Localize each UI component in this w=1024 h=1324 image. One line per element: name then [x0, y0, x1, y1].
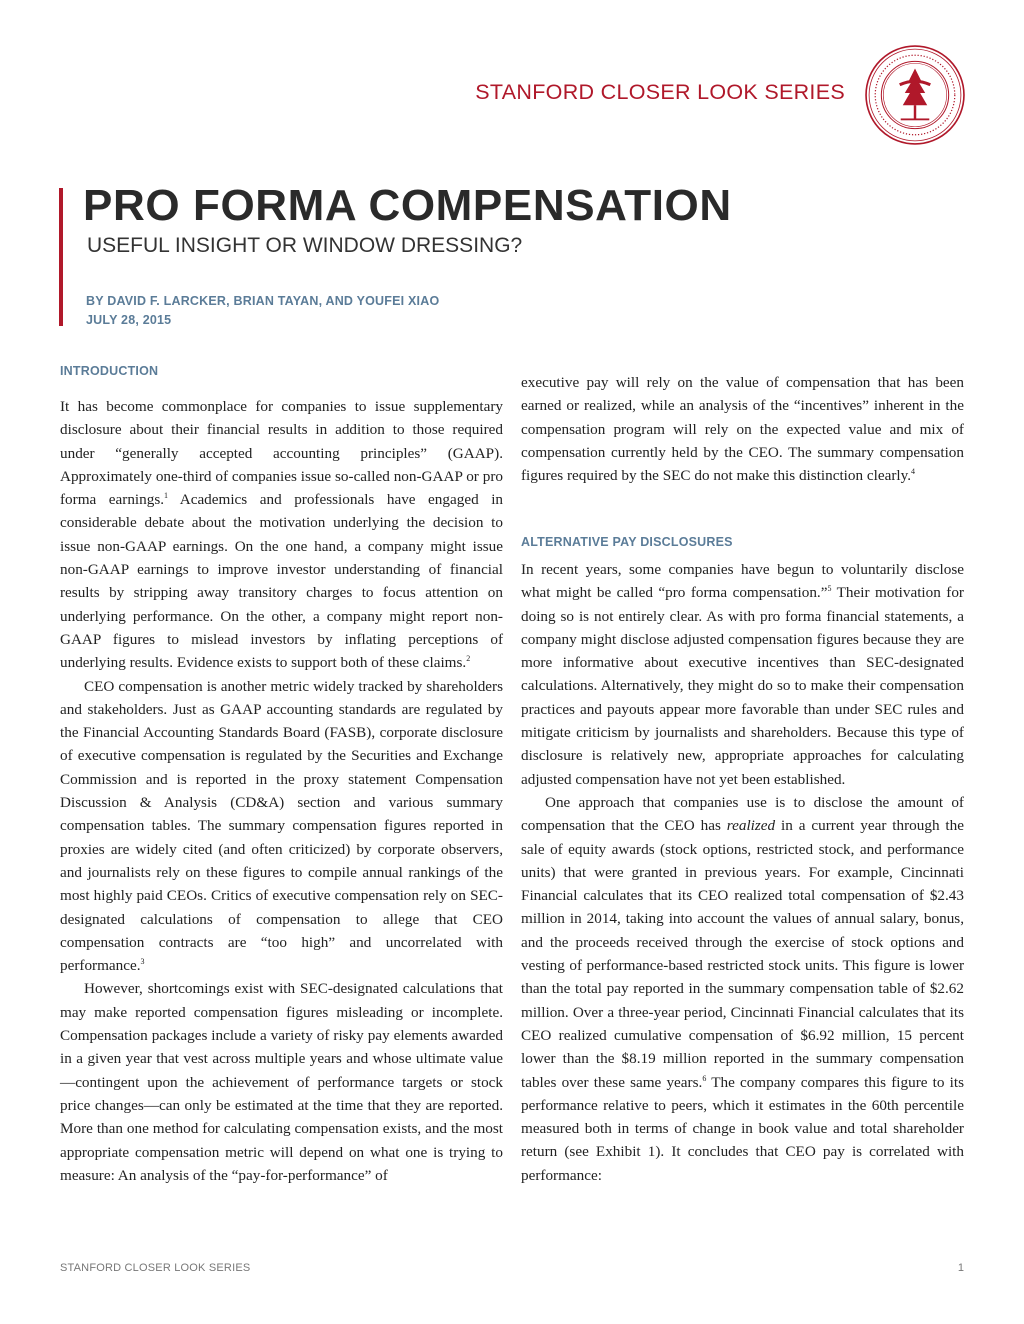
- paragraph: One approach that companies use is to disclose the amount of compensation that the CEO has realized in a current year through the sale of equity awards (stock options, restricted stock, and performance units) that were granted in previous years. For example, Cincinnati Financial calculates that its CEO realized total compensation of $2.43 million in 2014, taking into account the values of annual salary, bonus, and the proceeds received through the exercise of stock options and vesting of performance-based restricted stock units. This figure is lower than the total pay reported in the summary compensation table of $2.62 million. Over a three-year period, Cincinnati Financial calculates that its CEO realized cumulative compensation of $6.92 million, 15 percent lower than the $8.19 million reported in the summary compensation tables over these same years.$^6$ The company compares this figure to its performance relative to peers, which it estimates in the 60th percentile measured both in terms of change in book value and total shareholder return (see Exhibit 1). It concludes that CEO pay is correlated with performance:: [521, 793, 964, 1184]
- paragraph: It has become commonplace for companies to issue supplementary disclosure about their financial results in addition to those required under “generally accepted accounting principles” (GAAP). Approximately one-third of companies issue so-called non-GAAP or pro forma earnings.$^1$ Academics and professionals have engaged in considerable debate about the motivation underlying the decision to issue non-GAAP earnings. On the one hand, a company might issue non-GAAP earnings to improve investor understanding of financial results by stripping away transitory charges to focus attention on underlying performance. On the other, a company might report non-GAAP figures to mislead investors by inflating perceptions of underlying results. Evidence exists to support both of these claims.$^2$: [60, 398, 504, 672]
- page-subtitle: USEFUL INSIGHT OR WINDOW DRESSING?: [87, 234, 523, 257]
- series-title: STANFORD CLOSER LOOK SERIES: [475, 80, 845, 104]
- section-heading-introduction: INTRODUCTION: [60, 364, 159, 378]
- stanford-seal-icon: [864, 44, 966, 146]
- paragraph: executive pay will rely on the value of compensation that has been earned or realized, while an analysis of the “incentives” inherent in the compensation program will rely on the expected value and mix of compensation currently held by the CEO. The summary compensation figures required by the SEC do not make this distinction clearly.$^4$: [521, 374, 964, 485]
- right-column: [521, 371, 964, 487]
- title-accent-bar: [59, 188, 63, 326]
- section-heading-alternative-pay: ALTERNATIVE PAY DISCLOSURES: [521, 535, 733, 549]
- byline: BY DAVID F. LARCKER, BRIAN TAYAN, AND YOUFEI XIAO: [86, 294, 440, 308]
- paragraph: However, shortcomings exist with SEC-designated calculations that may make reported compensation figures misleading or incomplete. Compensation packages include a variety of risky pay elements awarded in a given year that vest across multiple years and whose ultimate value—contingent upon the achievement of performance targets or stock price changes—can only be estimated at the time that they are reported. More than one method for calculating compensation exists, and the most appropriate compensation metric will depend on what one is trying to measure: An analysis of the “pay-for-performance” of: [60, 980, 503, 1184]
- paragraph: In recent years, some companies have begun to voluntarily disclose what might be called “pro forma compensation.”$^5$ Their motivation for doing so is not entirely clear. As with pro forma financial statements, a company might disclose adjusted compensation figures because they are more informative about executive incentives than SEC-designated calculations. Alternatively, they might do so to make their compensation practices and payouts appear more favorable than under SEC rules and mitigate criticism by journalists and shareholders. Because this type of disclosure is relatively new, appropriate approaches for calculating adjusted compensation have not yet been established.: [521, 561, 964, 788]
- right-column-lower: [521, 558, 964, 1187]
- dateline: JULY 28, 2015: [86, 313, 172, 327]
- page-number: 1: [957, 1262, 964, 1274]
- left-column: [60, 395, 503, 1187]
- footer-series: STANFORD CLOSER LOOK SERIES: [60, 1262, 251, 1274]
- page-title: PRO FORMA COMPENSATION: [83, 181, 732, 230]
- paragraph: CEO compensation is another metric widely tracked by shareholders and stakeholders. Just as GAAP accounting standards are regulated by the Financial Accounting Standards Board (FASB), corporate disclosure of executive compensation is regulated by the Securities and Exchange Commission and is reported in the proxy statement Compensation Discussion & Analysis (CD&A) section and various summary compensation tables. The summary compensation figures reported in proxies are widely cited (and often criticized) by corporate observers, and journalists rely on these figures to compile annual rankings of the most highly paid CEOs. Critics of executive compensation rely on SEC-designated calculations of compensation to allege that CEO compensation contracts are “too high” and uncorrelated with performance.$^3$: [60, 677, 503, 975]
